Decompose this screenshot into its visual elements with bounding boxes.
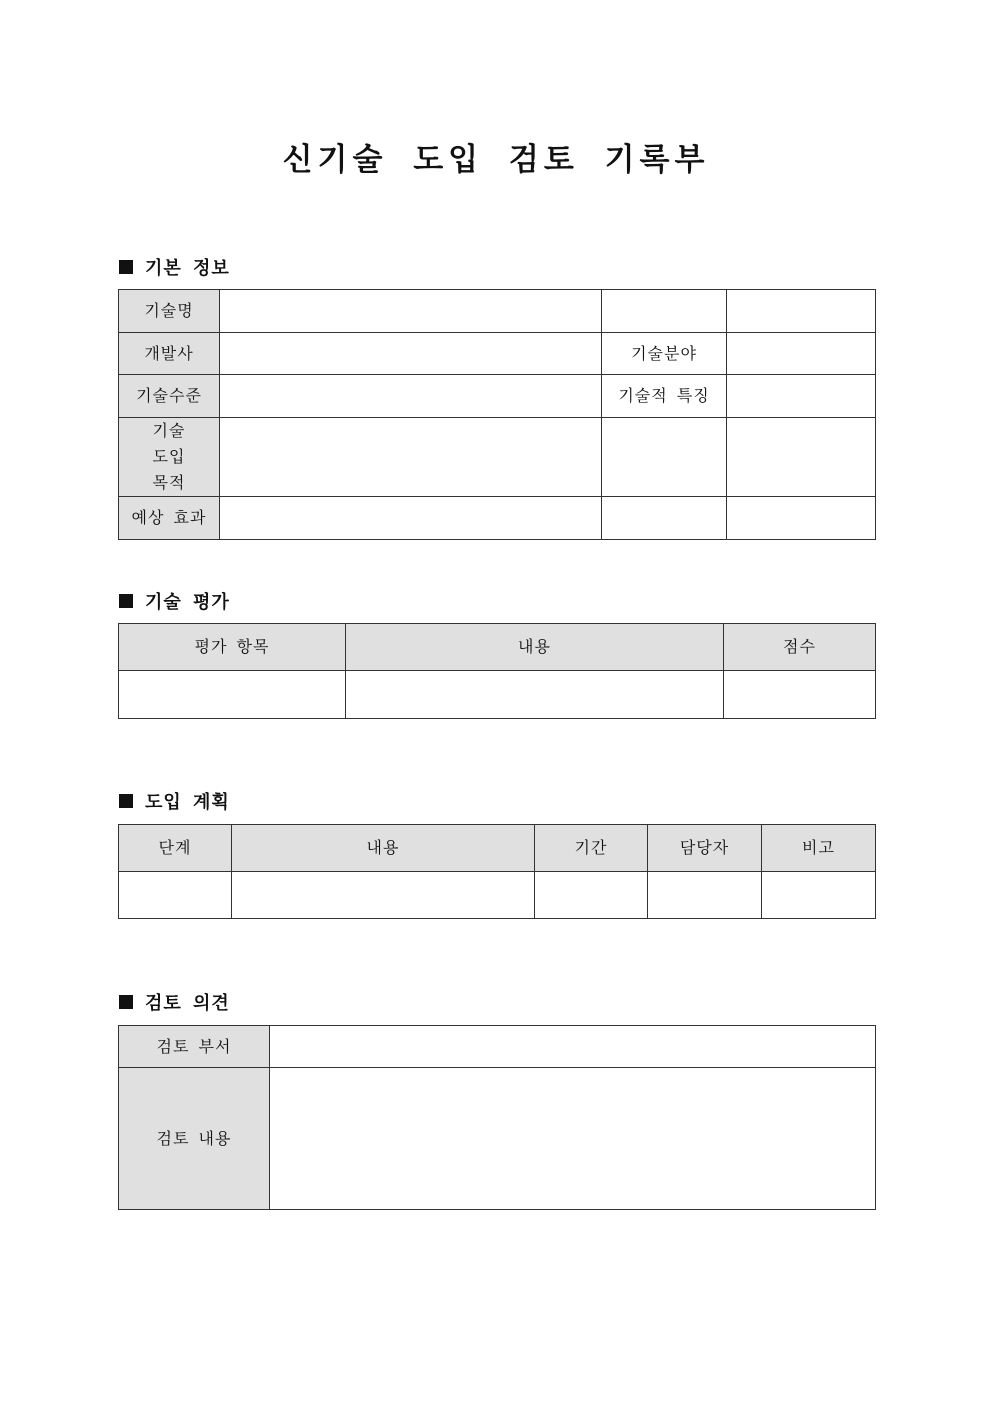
table-row (119, 290, 876, 333)
column-header: 내용 (346, 624, 724, 671)
tech-features-field[interactable] (727, 375, 876, 418)
plan-content-field[interactable] (232, 872, 535, 919)
column-header: 평가 항목 (119, 624, 346, 671)
tech-name-field[interactable] (220, 290, 602, 333)
tech-features-label: 기술적 특징 (602, 375, 727, 418)
section-basic-info-heading (119, 254, 230, 280)
table-row (119, 671, 876, 719)
section-review-title: 검토 의견 (145, 993, 230, 1014)
section-evaluation-title: 기술 평가 (145, 592, 230, 613)
square-bullet-icon (119, 594, 133, 608)
table-row (119, 497, 876, 540)
document-title: 신기술 도입 검토 기록부 (282, 142, 710, 178)
table-header-row (119, 624, 876, 671)
review-content-label: 검토 내용 (119, 1068, 270, 1210)
square-bullet-icon (119, 260, 133, 274)
blank-cell[interactable] (602, 418, 727, 497)
section-plan-heading (119, 788, 230, 814)
basic-info-table (118, 289, 876, 540)
blank-cell[interactable] (727, 418, 876, 497)
tech-level-label: 기술수준 (119, 375, 220, 418)
tech-field-label: 기술분야 (602, 333, 727, 375)
review-department-label: 검토 부서 (119, 1026, 270, 1068)
blank-cell[interactable] (602, 290, 727, 333)
developer-field[interactable] (220, 333, 602, 375)
column-header: 단계 (119, 825, 232, 872)
tech-name-label: 기술명 (119, 290, 220, 333)
purpose-field[interactable] (220, 418, 602, 497)
evaluation-table (118, 623, 876, 719)
table-row (119, 1068, 876, 1210)
table-header-row (119, 825, 876, 872)
blank-cell[interactable] (602, 497, 727, 540)
review-content-field[interactable] (270, 1068, 876, 1210)
evaluation-score-field[interactable] (724, 671, 876, 719)
square-bullet-icon (119, 995, 133, 1009)
column-header: 점수 (724, 624, 876, 671)
developer-label: 개발사 (119, 333, 220, 375)
expected-effect-label: 예상 효과 (119, 497, 220, 540)
table-row (119, 375, 876, 418)
table-row (119, 418, 876, 497)
section-evaluation-heading (119, 588, 230, 614)
square-bullet-icon (119, 794, 133, 808)
plan-period-field[interactable] (535, 872, 648, 919)
purpose-label: 기술 도입 목적 (119, 418, 220, 497)
evaluation-item-field[interactable] (119, 671, 346, 719)
table-row (119, 333, 876, 375)
tech-field-field[interactable] (727, 333, 876, 375)
plan-table (118, 824, 876, 919)
column-header: 기간 (535, 825, 648, 872)
evaluation-content-field[interactable] (346, 671, 724, 719)
column-header: 담당자 (648, 825, 762, 872)
tech-level-field[interactable] (220, 375, 602, 418)
section-basic-info-title: 기본 정보 (145, 258, 230, 279)
section-review-heading (119, 989, 230, 1015)
column-header: 비고 (762, 825, 876, 872)
section-plan-title: 도입 계획 (145, 792, 230, 813)
plan-owner-field[interactable] (648, 872, 762, 919)
table-row (119, 872, 876, 919)
plan-stage-field[interactable] (119, 872, 232, 919)
column-header: 내용 (232, 825, 535, 872)
blank-cell[interactable] (727, 290, 876, 333)
review-department-field[interactable] (270, 1026, 876, 1068)
plan-note-field[interactable] (762, 872, 876, 919)
table-row (119, 1026, 876, 1068)
blank-cell[interactable] (727, 497, 876, 540)
review-table (118, 1025, 876, 1210)
expected-effect-field[interactable] (220, 497, 602, 540)
